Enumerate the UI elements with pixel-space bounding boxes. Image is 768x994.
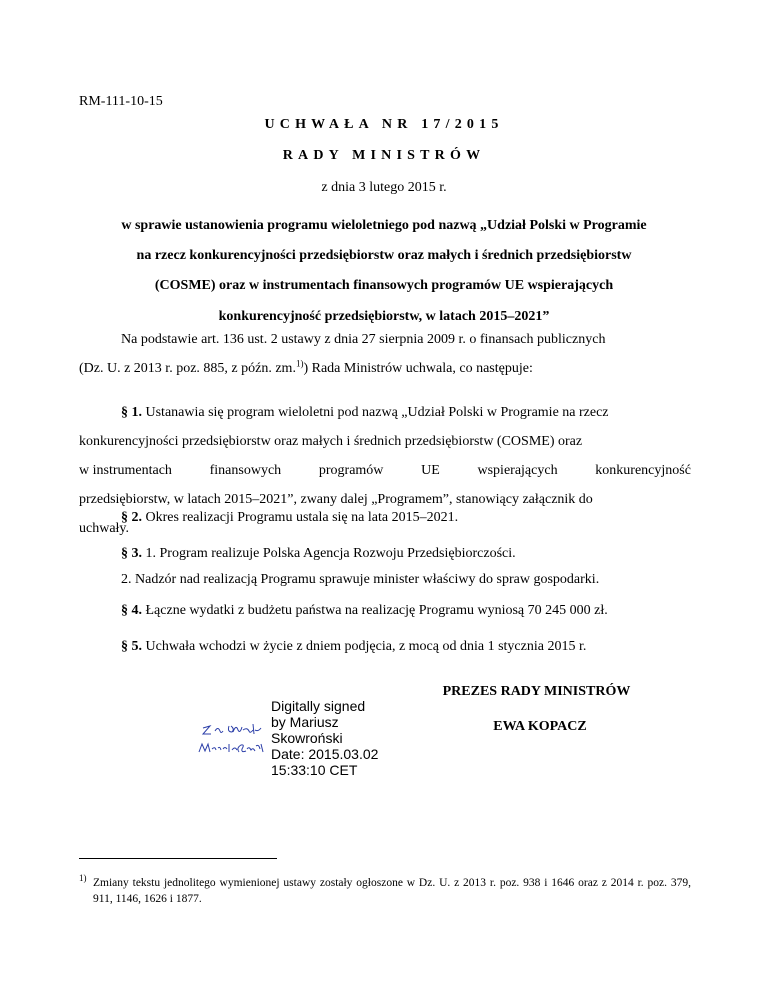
paragraph-number: § 5. [121,639,142,654]
subject-line: na rzecz konkurencyjności przedsiębiorstw oraz małych i średnich przedsiębiorstw [136,248,632,264]
footnote-reference: 1) [295,358,304,369]
footnote-marker: 1) [79,873,87,883]
digital-signature-line: Date: 2015.03.02 [271,746,379,762]
paragraph-1-justified-line [79,456,691,485]
word: finansowych [209,463,282,478]
paragraph-1-line: przedsiębiorstw, w latach 2015–2021”, zwany dalej „Programem”, stanowiący załącznik do [79,492,593,507]
paragraph-5 [121,639,586,655]
resolution-title: UCHWAŁA NR 17/2015 [264,117,504,132]
preamble-text: ) Rada Ministrów uchwala, co następuje: [303,361,533,376]
word: wspierających [477,463,558,478]
footnote-separator [79,858,277,859]
issuer-title: RADY MINISTRÓW [282,148,486,163]
paragraph-text: Łączne wydatki z budżetu państwa na realizację Programu wyniosą 70 245 000 zł. [145,603,608,618]
signatory-title: PREZES RADY MINISTRÓW [442,684,631,699]
paragraph-number: § 1. [121,405,142,420]
paragraph-text: Ustanawia się program wieloletni pod nazwą „Udział Polski w Programie na rzecz [145,405,609,420]
word: konkurencyjność [595,463,691,478]
subject-line: w sprawie ustanowienia programu wieloletniego pod nazwą „Udział Polski w Programie [121,218,647,233]
paragraph-3-point-2: 2. Nadzór nad realizacją Programu sprawuje minister właściwy do spraw gospodarki. [121,572,600,587]
paragraph-number: § 3. [121,546,142,561]
word: programów [318,463,384,478]
handwritten-signature [193,714,269,764]
subject-line: (COSME) oraz w instrumentach finansowych programów UE wspierających [154,278,614,294]
paragraph-2 [121,510,458,526]
word: UE [421,463,440,478]
paragraph-1-line: konkurencyjności przedsiębiorstw oraz małych i średnich przedsiębiorstw (COSME) oraz [79,434,583,449]
signatory-name: EWA KOPACZ [493,719,587,734]
paragraph-4 [121,603,608,619]
document-reference: RM-111-10-15 [79,94,163,109]
paragraph-1-line: uchwały. [79,521,130,536]
digital-signature-line: Digitally signed [271,698,366,714]
footnote-text: Zmiany tekstu jednolitego wymienionej ustawy zostały ogłoszone w Dz. U. z 2013 r. poz. 938 i 1646 oraz z 2014 r. poz. 379, 911, 1146, 1626 i 1877. [93,877,691,905]
paragraph-3 [121,546,516,562]
preamble-line-1: Na podstawie art. 136 ust. 2 ustawy z dnia 27 sierpnia 2009 r. o finansach publicznych [121,332,606,347]
preamble-line-2 [79,354,691,383]
subject-line: konkurencyjność przedsiębiorstw, w latach 2015–2021” [218,308,550,324]
preamble-text: (Dz. U. z 2013 r. poz. 885, z późn. zm. [79,361,296,376]
paragraph-text: Uchwała wchodzi w życie z dniem podjęcia, z mocą od dnia 1 stycznia 2015 r. [145,639,587,654]
resolution-date: z dnia 3 lutego 2015 r. [321,180,447,195]
paragraph-text: 1. Program realizuje Polska Agencja Rozwoju Przedsiębiorczości. [145,546,516,561]
preamble [79,325,691,383]
digital-signature-line: Skowroński [271,730,343,746]
paragraph-text: Okres realizacji Programu ustala się na lata 2015–2021. [145,510,459,525]
paragraph-number: § 4. [121,603,142,618]
word: w instrumentach [79,463,172,478]
digital-signature-line: 15:33:10 CET [271,762,358,778]
paragraph-1-line [79,398,691,427]
resolution-subject [0,211,768,332]
paragraph-number: § 2. [121,510,142,525]
digital-signature-block [271,698,378,778]
digital-signature-line: by Mariusz [271,714,339,730]
